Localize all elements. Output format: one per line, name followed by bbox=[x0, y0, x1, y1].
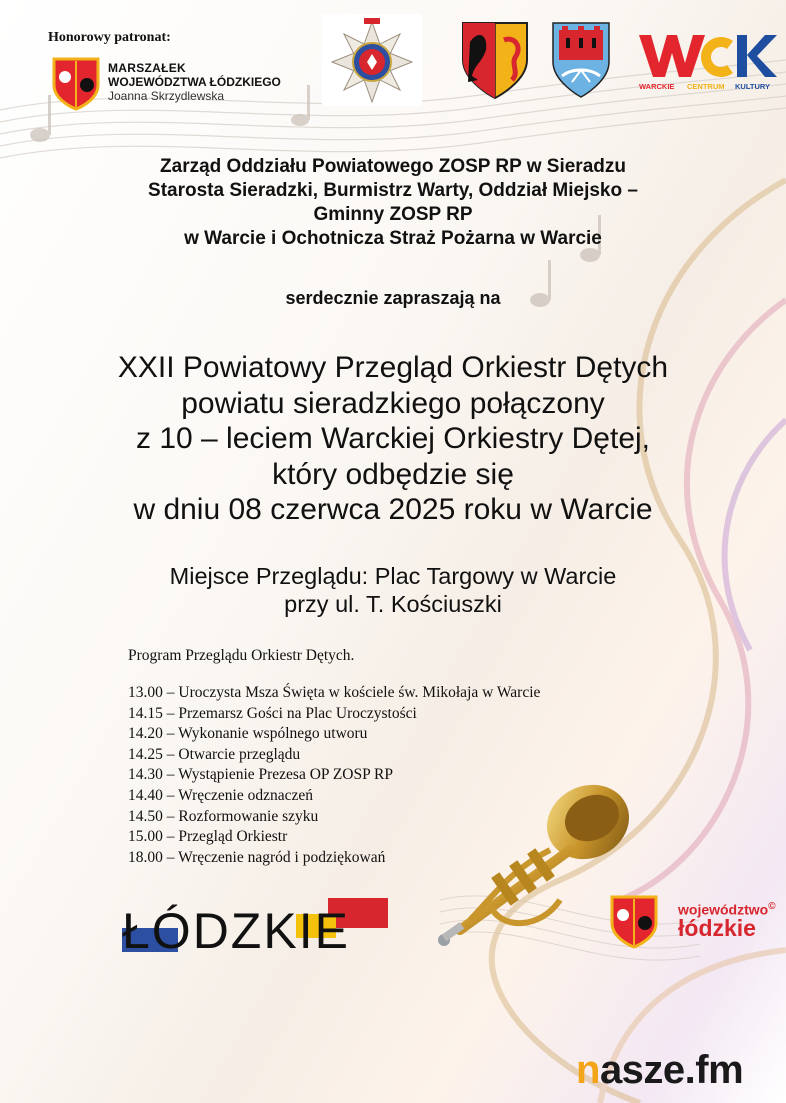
wck-k-arms bbox=[747, 35, 777, 77]
patronage-label: Honorowy patronat: bbox=[48, 30, 171, 45]
event-title-line: z 10 – leciem Warckiej Orkiestry Dętej, bbox=[135, 422, 650, 455]
copyright-mark: © bbox=[768, 901, 776, 913]
nasze-fm-logo bbox=[576, 1048, 743, 1093]
program-title: Program Przeglądu Orkiestr Dętych. bbox=[128, 647, 355, 664]
program-item: 14.50 – Rozformowanie szyku bbox=[128, 807, 319, 825]
invitation-line: serdecznie zapraszają na bbox=[285, 288, 501, 308]
program-item: 14.25 – Otwarcie przeglądu bbox=[128, 745, 301, 763]
warta-shield-icon bbox=[460, 20, 530, 102]
organizers-block bbox=[40, 155, 746, 251]
wojewodztwo-line1: województwo bbox=[678, 901, 769, 918]
program-item: 14.15 – Przemarsz Gości na Plac Uroczystości bbox=[128, 704, 417, 722]
event-place bbox=[30, 562, 756, 618]
wck-word-2: CENTRUM bbox=[687, 82, 725, 91]
organizers-line: Starosta Sieradzki, Burmistrz Warty, Oddział Miejsko – bbox=[148, 180, 638, 201]
wck-word-1: WARCKIE bbox=[639, 82, 675, 91]
program-item: 18.00 – Wręczenie nagród i podziękowań bbox=[128, 848, 386, 866]
wck-mark-icon bbox=[637, 33, 779, 91]
event-title-line: który odbędzie się bbox=[272, 457, 514, 491]
event-place-line: Miejsce Przeglądu: Plac Targowy w Warcie bbox=[169, 563, 617, 589]
wck-logo bbox=[637, 33, 779, 96]
marszalek-line2: WOJEWÓDZTWA ŁÓDZKIEGO bbox=[108, 75, 281, 90]
tower-shield-icon bbox=[550, 20, 612, 100]
town-coat-of-arms bbox=[550, 20, 612, 105]
organizers-line: Gminny ZOSP RP bbox=[313, 204, 473, 225]
program-item: 14.20 – Wykonanie wspólnego utworu bbox=[128, 725, 368, 743]
wck-word-3: KULTURY bbox=[735, 82, 770, 91]
event-title-line: XXII Powiatowy Przegląd Orkiestr Dętych bbox=[117, 351, 669, 384]
event-title-line: w dniu 08 czerwca 2025 roku w Warcie bbox=[133, 493, 653, 526]
organizers-line: w Warcie i Ochotnicza Straż Pożarna w Warcie bbox=[184, 228, 602, 249]
lodz-coat-of-arms-icon bbox=[50, 55, 102, 111]
wck-w-mark bbox=[639, 35, 705, 77]
warta-coat-of-arms bbox=[460, 20, 530, 107]
program-item: 15.00 – Przegląd Orkiestr bbox=[128, 828, 288, 846]
lodzkie-wordmark-icon bbox=[118, 888, 390, 962]
marszalek-logo bbox=[50, 55, 281, 111]
wck-c-mark bbox=[701, 37, 733, 77]
marszalek-line3: Joanna Skrzydlewska bbox=[108, 88, 225, 103]
wojewodztwo-line2: łódzkie bbox=[678, 914, 756, 941]
region-coat-of-arms-icon bbox=[608, 893, 660, 949]
lodzkie-wordmark-text: ŁÓDZKIE bbox=[122, 903, 350, 959]
event-title bbox=[30, 350, 756, 528]
zosp-emblem bbox=[322, 14, 422, 111]
event-title-line: powiatu sieradzkiego połączony bbox=[181, 386, 605, 420]
marszalek-line1: MARSZAŁEK bbox=[108, 61, 187, 76]
lodzkie-region-logo bbox=[118, 888, 390, 967]
program-item: 14.30 – Wystąpienie Prezesa OP ZOSP RP bbox=[128, 766, 393, 784]
wojewodztwo-lodzkie-logo bbox=[608, 893, 776, 949]
nasze-fm-rest: asze.fm bbox=[599, 1048, 744, 1092]
program-item: 13.00 – Uroczysta Msza Święta w kościele św. Mikołaja w Warcie bbox=[128, 684, 541, 701]
nasze-fm-n: n bbox=[576, 1048, 600, 1092]
wck-k-stem bbox=[737, 35, 747, 77]
zosp-eagle-emblem-icon bbox=[322, 14, 422, 106]
organizers-line: Zarząd Oddziału Powiatowego ZOSP RP w Sieradzu bbox=[160, 156, 626, 177]
program-item: 14.40 – Wręczenie odznaczeń bbox=[128, 786, 313, 804]
event-place-line: przy ul. T. Kościuszki bbox=[284, 591, 502, 617]
